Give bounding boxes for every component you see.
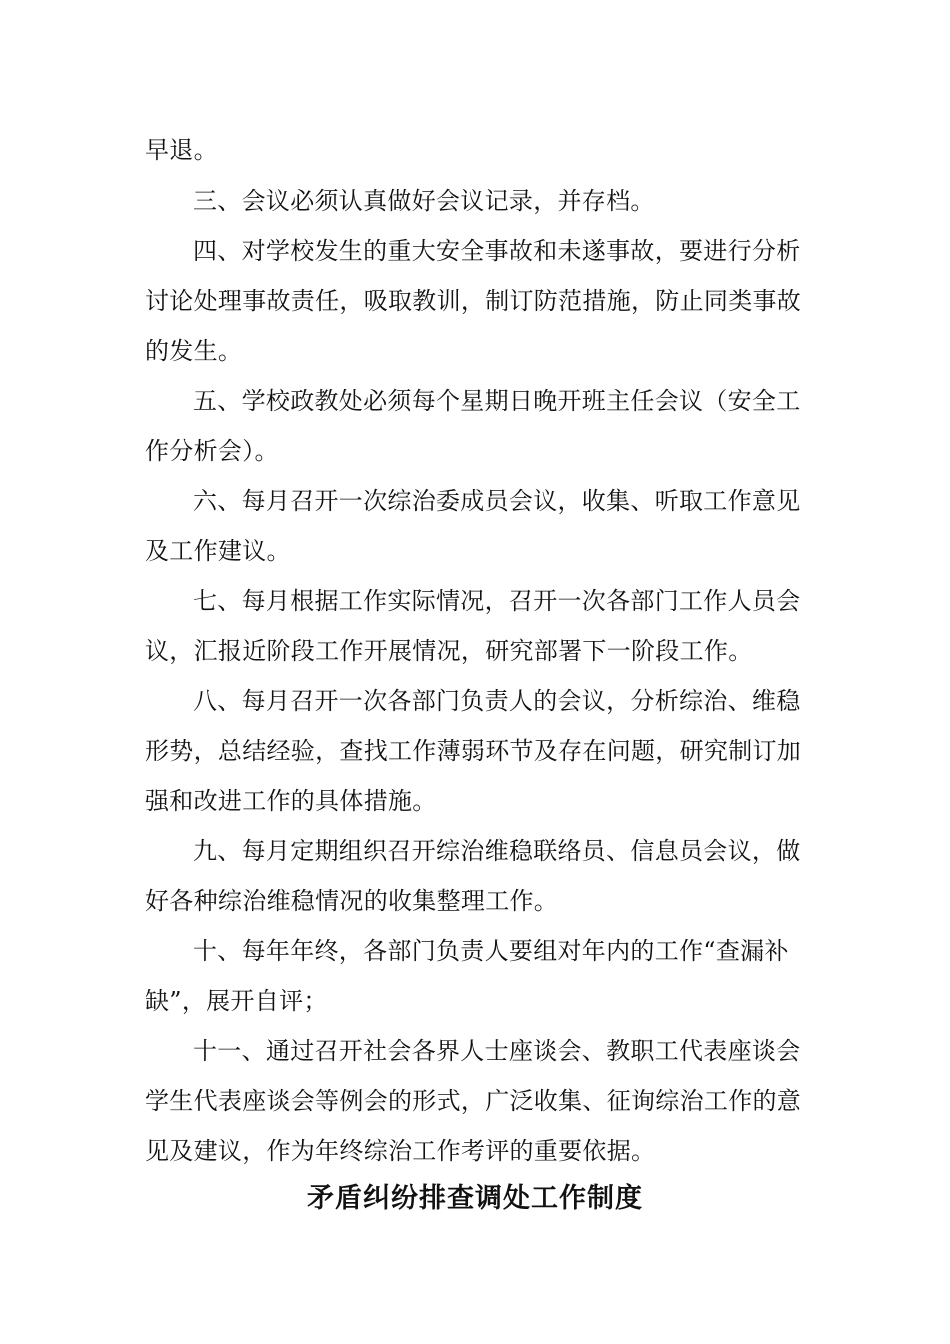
text-line [0,481,950,521]
text-line [0,1081,950,1121]
line-text: 好各种综治维稳情况的收集整理工作。 [145,887,559,915]
text-line [0,881,950,921]
line-text: 学生代表座谈会等例会的形式，广泛收集、征询综治工作的意 [145,1087,802,1115]
text-line [0,681,950,721]
text-line [0,981,950,1021]
line-text: 强和改进工作的具体措施。 [145,787,437,815]
text-line [0,1131,950,1171]
text-line [0,931,950,971]
text-line [0,581,950,621]
text-line [0,331,950,371]
text-line [0,531,950,571]
line-text: 缺”，展开自评； [145,987,328,1015]
text-line [0,181,950,221]
text-line [0,130,950,170]
line-text: 十一、通过召开社会各界人士座谈会、教职工代表座谈会 [193,1037,801,1065]
section-heading: 矛盾纠纷排查调处工作制度 [307,1183,643,1214]
line-text: 的发生。 [145,337,243,365]
text-line [0,631,950,671]
line-text: 八、每月召开一次各部门负责人的会议，分析综治、维稳 [193,687,801,715]
text-line [0,381,950,421]
text-line [0,831,950,871]
line-text: 五、学校政教处必须每个星期日晚开班主任会议（安全工 [193,387,801,415]
text-line [0,781,950,821]
line-text: 作分析会）。 [145,437,279,465]
line-text: 讨论处理事故责任，吸取教训，制订防范措施，防止同类事故 [145,287,802,315]
line-text: 六、每月召开一次综治委成员会议，收集、听取工作意见 [193,487,801,515]
line-text: 见及建议，作为年终综治工作考评的重要依据。 [145,1137,656,1165]
text-line [0,281,950,321]
text-line [0,231,950,271]
line-text: 形势，总结经验，查找工作薄弱环节及存在问题，研究制订加 [145,737,802,765]
text-line [0,731,950,771]
line-text: 早退。 [145,136,218,164]
text-line [0,1031,950,1071]
line-text: 四、对学校发生的重大安全事故和未遂事故，要进行分析 [193,237,801,265]
line-text: 议，汇报近阶段工作开展情况，研究部署下一阶段工作。 [145,637,753,665]
line-text: 九、每月定期组织召开综治维稳联络员、信息员会议，做 [193,837,801,865]
line-text: 十、每年年终，各部门负责人要组对年内的工作“查漏补 [193,937,789,965]
text-line [0,431,950,471]
line-text: 及工作建议。 [145,537,291,565]
line-text: 三、会议必须认真做好会议记录，并存档。 [193,187,655,215]
line-text: 七、每月根据工作实际情况，召开一次各部门工作人员会 [193,587,801,615]
